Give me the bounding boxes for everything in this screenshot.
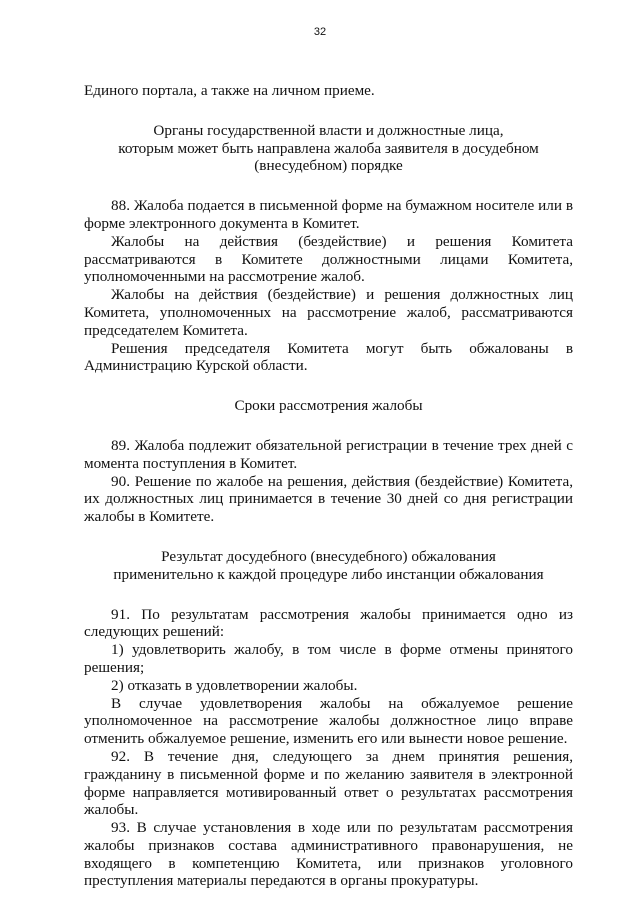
paragraph-89: 89. Жалоба подлежит обязательной регистрации в течение трех дней с момента поступления в Комитет.	[84, 436, 573, 472]
paragraph-88-b: Жалобы на действия (бездействие) и решения Комитета рассматриваются в Комитете должностными лицами Комитета, уполномоченными на рассмотрение жалоб.	[84, 232, 573, 286]
section-heading-authorities-line2: которым может быть направлена жалоба заявителя в досудебном	[118, 139, 539, 157]
paragraph-88-d: Решения председателя Комитета могут быть обжалованы в Администрацию Курской области.	[84, 339, 573, 375]
section-heading-deadlines: Сроки рассмотрения жалобы	[234, 397, 423, 415]
section-heading-result-line1: Результат досудебного (внесудебного) обжалования	[161, 547, 496, 565]
paragraph-93: 93. В случае установления в ходе или по результатам рассмотрения жалобы признаков состава административного правонарушения, не входящего в компетенцию Комитета, или признаков уголовного преступления материалы передаются в органы прокуратуры.	[84, 819, 573, 890]
paragraph-88: 88. Жалоба подается в письменной форме на бумажном носителе или в форме электронного документа в Комитет.	[84, 197, 573, 232]
page-number: 32	[313, 26, 327, 38]
intro-paragraph: Единого портала, а также на личном приеме.	[84, 82, 375, 99]
section-heading-authorities-line3: (внесудебном) порядке	[254, 157, 403, 175]
paragraph-88-c: Жалобы на действия (бездействие) и решения должностных лиц Комитета, уполномоченных на рассмотрение жалоб, рассматриваются председателем Комитета.	[84, 286, 573, 339]
paragraph-91: 91. По результатам рассмотрения жалобы принимается одно из следующих решений:	[84, 605, 573, 641]
paragraph-92: 92. В течение дня, следующего за днем принятия решения, гражданину в письменной форме и по желанию заявителя в электронной форме направляется мотивированный ответ о результатах рассмотрения жалобы.	[84, 747, 573, 819]
paragraph-91-satisfaction: В случае удовлетворения жалобы на обжалуемое решение уполномоченное на рассмотрение жалобы должностное лицо вправе отменить обжалуемое решение, изменить его или вынести новое решение.	[84, 694, 573, 748]
paragraph-91-item2: 2) отказать в удовлетворении жалобы.	[111, 676, 358, 694]
section-heading-result-line2: применительно к каждой процедуре либо инстанции обжалования	[113, 565, 544, 583]
document-body	[84, 82, 573, 890]
paragraph-91-item1: 1) удовлетворить жалобу, в том числе в форме отмены принятого решения;	[84, 641, 573, 676]
section-heading-authorities-line1: Органы государственной власти и должностные лица,	[153, 121, 504, 139]
paragraph-90: 90. Решение по жалобе на решения, действия (бездействие) Комитета, их должностных лиц принимается в течение 30 дней со дня регистрации жалобы в Комитете.	[84, 472, 573, 526]
